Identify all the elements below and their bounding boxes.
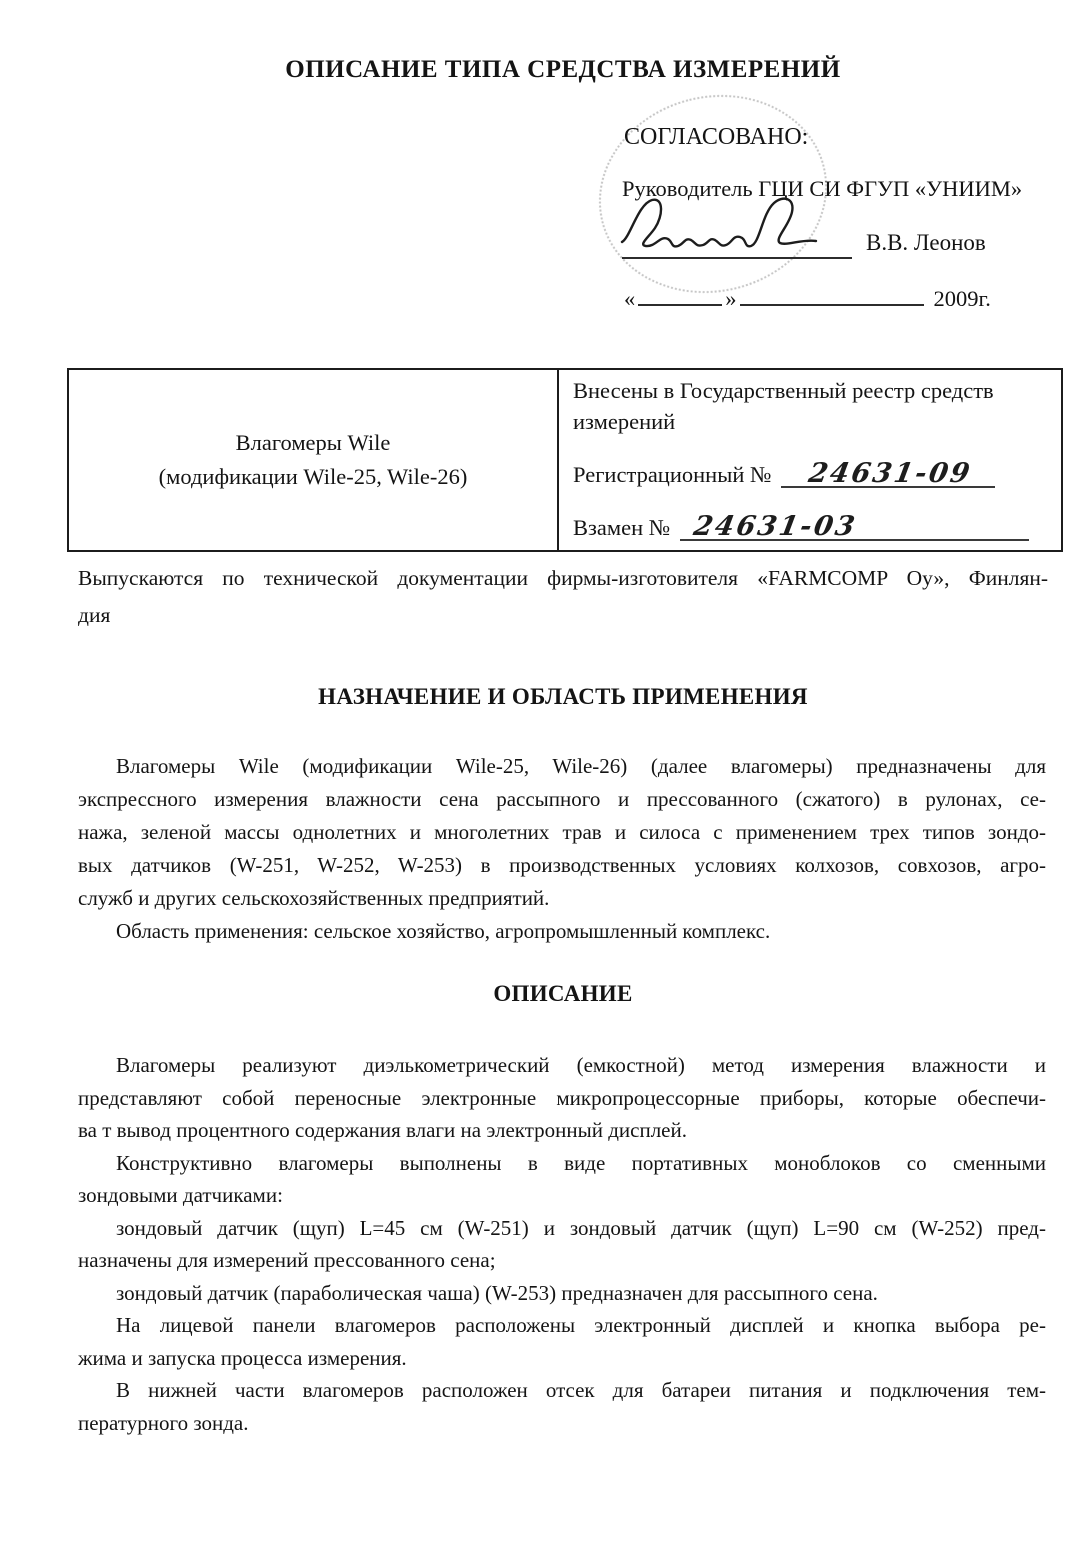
paragraph-line: На лицевой панели влагомеров расположены электронный дисплей и кнопка выбора ре- [116,1313,1046,1337]
paragraph-line: В нижней части влагомеров расположен отсек для батареи питания и подключения тем- [116,1378,1046,1402]
device-name-line: Влагомеры Wile [235,430,391,455]
page-title: ОПИСАНИЕ ТИПА СРЕДСТВА ИЗМЕРЕНИЙ [285,56,841,83]
day-blank [638,286,722,306]
month-blank [740,286,924,306]
paragraph-line: Влагомеры Wile (модификации Wile-25, Wile-26) (далее влагомеры) предназначены для [116,754,1046,778]
paragraph-line: ва т вывод процентного содержания влаги на электронный дисплей. [78,1118,687,1142]
paragraph-line: зондовыми датчиками: [78,1183,283,1207]
registration-label: Регистрационный № [573,462,772,487]
registry-entry-line-1: Внесены в Государственный реестр средств [573,378,994,403]
description-heading: ОПИСАНИЕ [493,981,633,1006]
paragraph-line: экспрессного измерения влажности сена рассыпного и прессованного (сжатого) в рулонах, се- [78,787,1046,811]
approver-title: Руководитель ГЦИ СИ ФГУП «УНИИМ» [622,176,1023,201]
paragraph-line: Влагомеры реализуют диэлькометрический (емкостной) метод измерения влажности и [116,1053,1046,1077]
device-name-cell [69,370,557,550]
manufacturer-note-line-2: дия [78,603,111,627]
device-modifications-line: (модификации Wile-25, Wile-26) [158,464,468,489]
paragraph-line: жима и запуска процесса измерения. [78,1345,407,1370]
paragraph-line: зондовый датчик (щуп) L=45 см (W-251) и зондовый датчик (щуп) L=90 см (W-252) пред- [116,1215,1046,1240]
manufacturer-note [78,560,1048,634]
replaces-label: Взамен № [573,515,671,540]
signature-line [622,257,852,259]
registry-table [67,368,1063,552]
paragraph-line: назначены для измерений прессованного сена; [78,1248,496,1272]
registry-entry-line-2: измерений [573,409,676,434]
registration-number-value: 24631-09 [806,458,975,489]
purpose-heading: НАЗНАЧЕНИЕ И ОБЛАСТЬ ПРИМЕНЕНИЯ [318,684,808,709]
description-paragraphs [78,1049,1046,1439]
paragraph-line: пературного зонда. [78,1410,249,1435]
paragraph-line: Область применения: сельское хозяйство, агропромышленный комплекс. [116,919,771,943]
registration-row [573,452,1047,488]
signer-name: В.В. Леонов [866,230,986,255]
registry-info-cell [557,370,1061,550]
date-line [624,286,991,312]
paragraph-line: представляют собой переносные электронные микропроцессорные приборы, которые обеспечи- [78,1085,1046,1110]
registration-number-blank [781,450,995,488]
year-label: 2009г. [933,286,991,311]
replaces-number-value: 24631-03 [691,511,860,542]
paragraph-line: вых датчиков (W-251, W-252, W-253) в производственных условиях колхозов, совхозов, агро- [78,853,1046,877]
close-quote: » [725,286,737,311]
manufacturer-note-line-1: Выпускаются по технической документации фирмы-изготовителя «FARMCOMP Оу», Финлян- [78,566,1048,590]
signature-icon [616,190,856,262]
agreed-label: СОГЛАСОВАНО: [624,124,809,150]
paragraph-line: Конструктивно влагомеры выполнены в виде портативных моноблоков со сменными [116,1150,1046,1175]
replaces-number-blank [680,503,1029,541]
replaces-row [573,505,1047,541]
paragraph-line: зондовый датчик (параболическая чаша) (W-253) предназначен для рассыпного сена. [116,1280,878,1305]
open-quote: « [624,286,636,311]
purpose-paragraphs [78,750,1046,948]
paragraph-line: служб и других сельскохозяйственных предприятий. [78,886,550,910]
paragraph-line: нажа, зеленой массы однолетних и многолетних трав и силоса с применением трех типов зондо- [78,820,1046,844]
